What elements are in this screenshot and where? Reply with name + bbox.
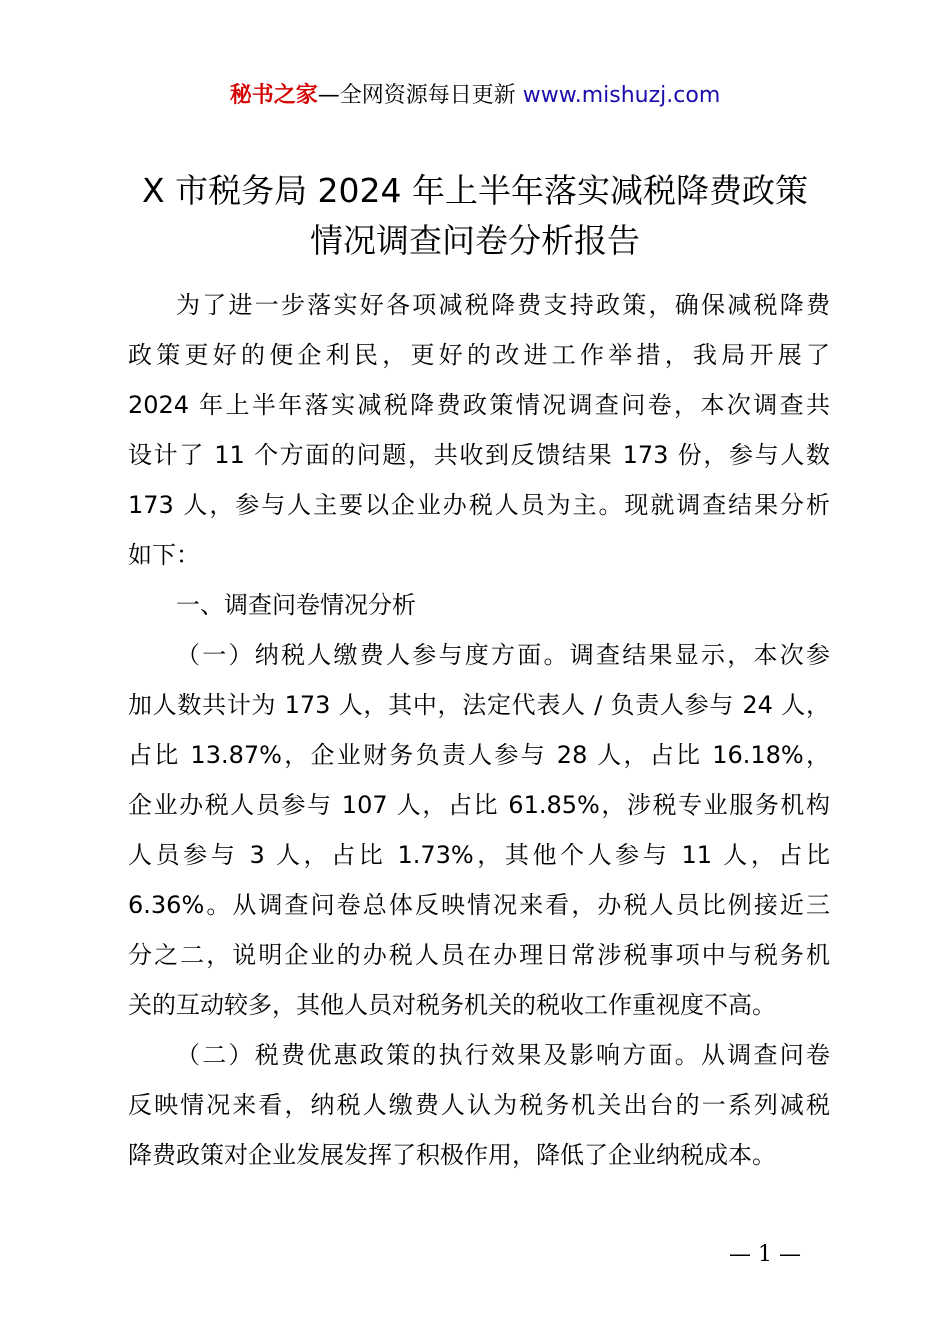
text-line: 人员参与 3 人，占比 1.73%，其他个人参与 11 人，占比	[128, 841, 830, 869]
section-heading: 一、调查问卷情况分析	[176, 591, 416, 619]
text-line: （一）纳税人缴费人参与度方面。调查结果显示，本次参	[176, 641, 830, 669]
site-banner	[0, 80, 950, 112]
site-url-link[interactable]: www.mishuzj.com	[522, 83, 721, 108]
text-line: 降费政策对企业发展发挥了积极作用，降低了企业纳税成本。	[128, 1141, 776, 1169]
text-line: 如下：	[128, 541, 200, 569]
text-line: 173 人，参与人主要以企业办税人员为主。现就调查结果分析	[128, 491, 830, 519]
text-line: （二）税费优惠政策的执行效果及影响方面。从调查问卷	[176, 1041, 830, 1069]
brand-name: 秘书之家	[229, 83, 318, 108]
document-body	[128, 280, 830, 1180]
text-line: 为了进一步落实好各项减税降费支持政策，确保减税降费	[176, 291, 830, 319]
text-line: 关的互动较多，其他人员对税务机关的税收工作重视度不高。	[128, 991, 776, 1019]
text-line: 政策更好的便企利民，更好的改进工作举措，我局开展了	[128, 341, 830, 369]
paragraph-intro	[128, 280, 830, 580]
page-number: — 1 —	[729, 1242, 801, 1267]
paragraph-policy-effect	[128, 1030, 830, 1180]
title-line-1: X 市税务局 2024 年上半年落实减税降费政策	[141, 171, 809, 210]
paragraph-participation	[128, 630, 830, 1030]
text-line: 反映情况来看，纳税人缴费人认为税务机关出台的一系列减税	[128, 1091, 830, 1119]
text-line: 6.36%。从调查问卷总体反映情况来看，办税人员比例接近三	[128, 891, 830, 919]
text-line: 加人数共计为 173 人，其中，法定代表人 / 负责人参与 24 人，	[128, 691, 830, 719]
text-line: 设计了 11 个方面的问题，共收到反馈结果 173 份，参与人数	[128, 441, 830, 469]
title-line-2: 情况调查问卷分析报告	[310, 221, 640, 260]
text-line: 分之二，说明企业的办税人员在办理日常涉税事项中与税务机	[128, 941, 830, 969]
text-line: 企业办税人员参与 107 人，占比 61.85%，涉税专业服务机构	[128, 791, 830, 819]
text-line: 占比 13.87%，企业财务负责人参与 28 人，占比 16.18%，	[128, 741, 830, 769]
document-title	[0, 166, 950, 266]
banner-tagline: —全网资源每日更新	[317, 83, 516, 108]
text-line: 2024 年上半年落实减税降费政策情况调查问卷，本次调查共	[128, 391, 830, 419]
